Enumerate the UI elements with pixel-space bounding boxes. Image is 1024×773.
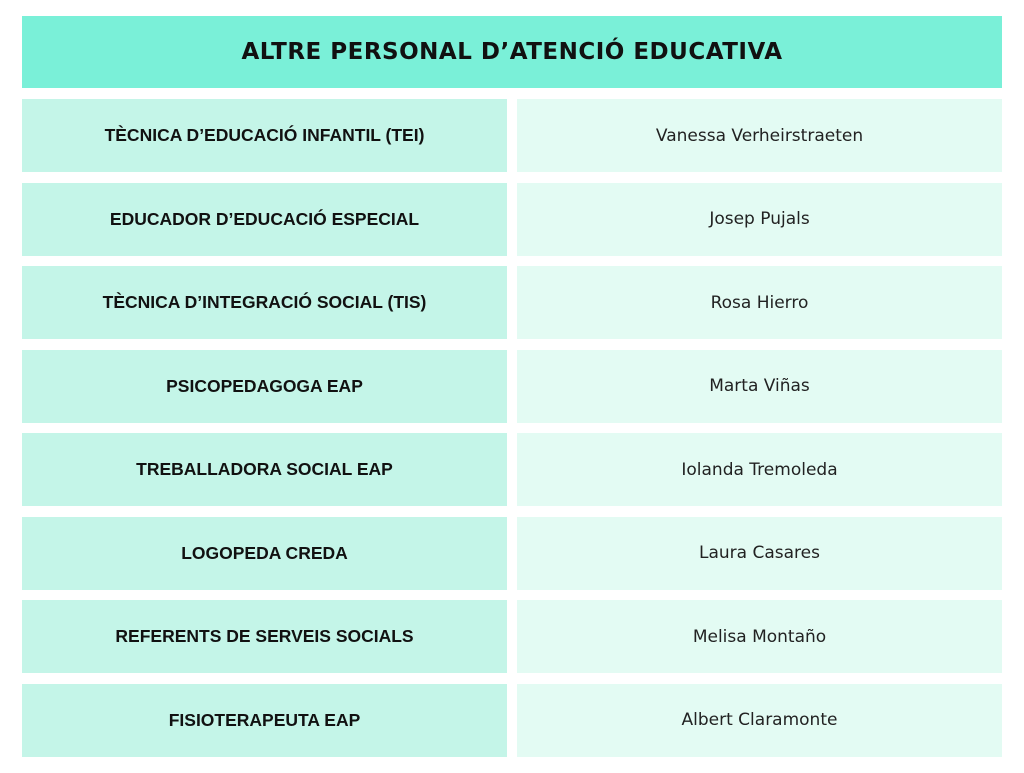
table-row	[22, 183, 1002, 256]
table-row	[22, 517, 1002, 590]
role-cell: FISIOTERAPEUTA EAP	[22, 684, 507, 757]
role-cell: PSICOPEDAGOGA EAP	[22, 350, 507, 423]
page-title: ALTRE PERSONAL D’ATENCIÓ EDUCATIVA	[241, 39, 783, 65]
name-cell: Iolanda Tremoleda	[517, 433, 1002, 506]
role-cell: EDUCADOR D’EDUCACIÓ ESPECIAL	[22, 183, 507, 256]
table-row	[22, 99, 1002, 172]
table-row	[22, 433, 1002, 506]
role-cell: REFERENTS DE SERVEIS SOCIALS	[22, 600, 507, 673]
name-cell: Marta Viñas	[517, 350, 1002, 423]
name-cell: Laura Casares	[517, 517, 1002, 590]
role-cell: LOGOPEDA CREDA	[22, 517, 507, 590]
name-cell: Vanessa Verheirstraeten	[517, 99, 1002, 172]
table-row	[22, 266, 1002, 339]
name-cell: Josep Pujals	[517, 183, 1002, 256]
role-cell: TREBALLADORA SOCIAL EAP	[22, 433, 507, 506]
name-cell: Rosa Hierro	[517, 266, 1002, 339]
header-banner	[22, 16, 1002, 88]
name-cell: Melisa Montaño	[517, 600, 1002, 673]
table-row	[22, 684, 1002, 757]
name-cell: Albert Claramonte	[517, 684, 1002, 757]
staff-table	[22, 99, 1002, 767]
table-row	[22, 350, 1002, 423]
role-cell: TÈCNICA D’EDUCACIÓ INFANTIL (TEI)	[22, 99, 507, 172]
role-cell: TÈCNICA D’INTEGRACIÓ SOCIAL (TIS)	[22, 266, 507, 339]
table-row	[22, 600, 1002, 673]
